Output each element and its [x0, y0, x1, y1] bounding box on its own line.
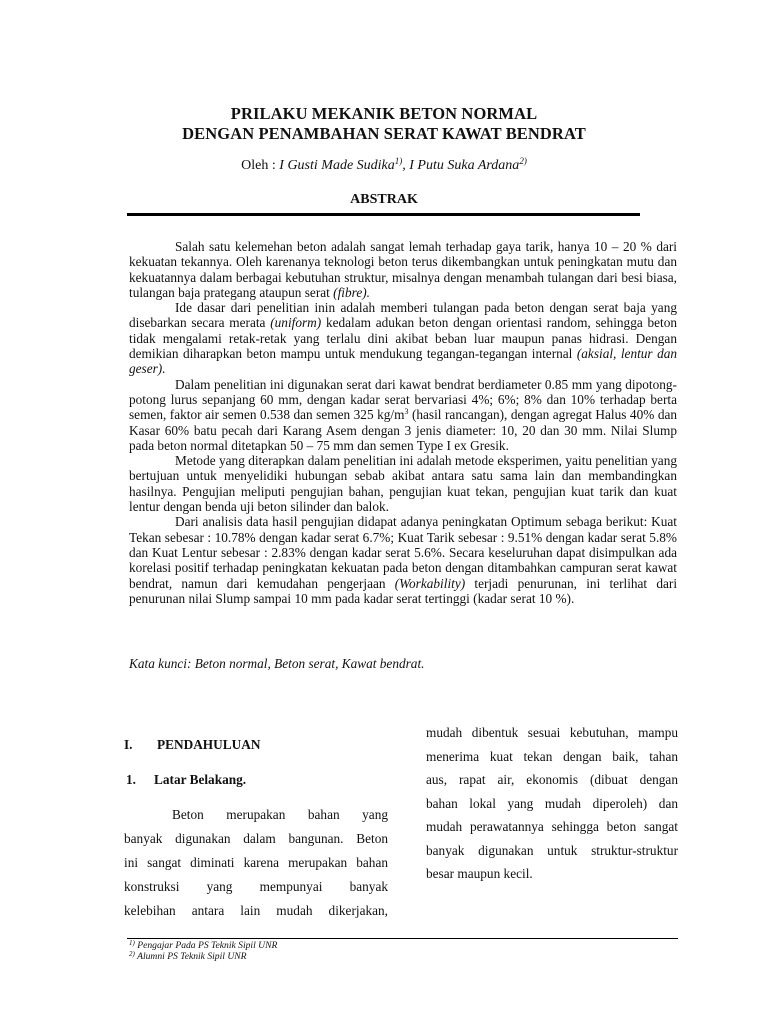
- text-line: menerima kuat tekan dengan baik, tahan: [426, 748, 678, 764]
- author-line: [0, 158, 768, 174]
- abstract-p3-text-b: (hasil rancangan), dengan agregat Halus 40% dan Kasar 60% batu pecah dari Karang Asem dengan 3 jenis diameter: 10, 20 dan 30 mm. Nilai Slump pada beton normal ditetapkan 50 – 75 mm dan semen Type I ex Gresik.: [129, 407, 678, 453]
- text-line: mudah dibentuk sesuai kebutuhan, mampu: [426, 725, 678, 740]
- text-line: banyak digunakan dalam bangunan. Beton: [124, 831, 388, 846]
- author-2-name: I Putu Suka Ardana: [409, 158, 520, 173]
- paper-title-line-2: DENGAN PENAMBAHAN SERAT KAWAT BENDRAT: [182, 124, 586, 143]
- abstract-p1-text: Salah satu kelemehan beton adalah sangat lemah terhadap gaya tarik, hanya 10 – 20 % dari kekuatan tekannya. Oleh karenanya teknologi beton terus dikembangkan untuk peningkatan mutu dan kekuatannya dalam berbagai kebutuhan struktur, misalnya dengan menambah tulangan dari besi biasa, tulangan baja prategang ataupun serat: [129, 239, 677, 300]
- abstract-p2-italic-a: (uniform): [270, 315, 322, 331]
- footnote-rule: [127, 938, 678, 939]
- abstract-p2-italic-b: (aksial, lentur dan geser).: [129, 346, 678, 377]
- footnote-2-mark: 2): [129, 950, 135, 958]
- abstract-p5-text-a: Dari analisis data hasil pengujian didapat adanya peningkatan Optimum sebaga berikut: Kuat Tekan sebesar : 10.78% dengan kadar serat 6.7%; Kuat Tarik sebesar : 9.51% dengan kadar serat 5.8% dan Kuat Lentur sebesar : 2.83% dengan kadar serat 5.6%. Secara keseluruhan dapat disimpulkan ada korelasi positif terhadap peningkatan kekuatan pada beton dengan ditambahkan campuran serat kawat bendrat, namun dari kemudahan pengerjaan: [129, 514, 677, 591]
- subsection-heading: [124, 768, 388, 792]
- abstract-p2-text-b: kedalam adukan beton dengan orientasi random, sehingga beton tidak mengalami retak-retak yang terlalu dini akibat beban luar maupun panas hidrasi. Dengan demikian diharapkan beton mampu untuk mendukung tegangan-tegangan internal: [129, 315, 678, 362]
- footnote-2-text: Alumni PS Teknik Sipil UNR: [137, 951, 247, 962]
- text-line: banyak digunakan untuk struktur-struktur: [426, 842, 678, 858]
- abstract-paragraph-3: [129, 377, 677, 453]
- text-line: ini sangat diminati karena merupakan bahan: [124, 855, 388, 870]
- text-line: mudah perawatannya sehingga beton sangat: [426, 819, 678, 834]
- column-right: [426, 721, 678, 886]
- abstract-paragraph-4: [129, 453, 677, 514]
- footnote-1: [129, 940, 677, 951]
- footnotes: [129, 940, 677, 962]
- text-line: bahan lokal yang mudah diperoleh) dan: [426, 795, 678, 811]
- text-line: konstruksi yang mempunyai banyak: [124, 879, 388, 894]
- author-1-name: I Gusti Made Sudika: [279, 158, 395, 173]
- subsection-title: Latar Belakang.: [154, 772, 247, 787]
- keywords: Kata kunci: Beton normal, Beton serat, Kawat bendrat.: [129, 656, 425, 671]
- footnote-1-mark: 1): [129, 939, 135, 947]
- text-line: kelebihan antara lain mudah dikerjakan,: [124, 903, 388, 918]
- section-heading: [124, 733, 388, 757]
- abstract-paragraph-2: [129, 300, 677, 376]
- footnote-1-text: Pengajar Pada PS Teknik Sipil UNR: [137, 940, 278, 951]
- abstract-p5-text-b: terjadi penurunan, ini terlihat dari penurunan nilai Slump sampai 10 mm pada kadar serat tertinggi (kadar serat 10 %).: [129, 575, 678, 606]
- authors-prefix: Oleh :: [241, 158, 276, 173]
- text-line-last: besar maupun kecil.: [426, 866, 533, 881]
- column-left: [124, 733, 388, 923]
- abstract-body: [129, 239, 677, 606]
- author-separator: ,: [402, 158, 406, 173]
- footnote-2: [129, 951, 677, 962]
- subsection-number: 1.: [126, 772, 136, 787]
- heading-rule: [127, 213, 640, 216]
- text-line: aus, rapat air, ekonomis (dibuat dengan: [426, 772, 678, 787]
- section-number: I.: [124, 737, 133, 752]
- paper-title-line-1: PRILAKU MEKANIK BETON NORMAL: [230, 104, 538, 123]
- abstract-p2-text-a: Ide dasar dari penelitian inin adalah memberi tulangan pada beton dengan serat baja yang disebarkan secara merata: [129, 300, 677, 331]
- abstract-paragraph-5: [129, 514, 677, 606]
- section-title: PENDAHULUAN: [157, 737, 261, 752]
- abstract-p4-text: Metode yang diterapkan dalam penelitian ini adalah metode eksperimen, yaitu penelitian yang bertujuan untuk menyelidiki hubungan sebab akibat antara satu sama lain dan membandingkan hasilnya. Pengujian meliputi pengujian bahan, pengujian kuat tekan, pengujian kuat tarik dan kuat lentur dengan benda uji beton silinder dan balok.: [129, 453, 677, 515]
- abstract-p1-italic: (fibre).: [333, 284, 370, 300]
- text-line: Beton merupakan bahan yang: [172, 807, 388, 822]
- abstract-p5-italic: (Workability): [394, 575, 466, 591]
- author-2-footnote-mark: 2): [519, 156, 527, 166]
- abstract-heading: ABSTRAK: [350, 192, 418, 207]
- abstract-paragraph-1: [129, 239, 677, 300]
- abstract-p3-superscript: 3: [404, 407, 409, 417]
- abstract-p3-text-a: Dalam penelitian ini digunakan serat dari kawat bendrat berdiameter 0.85 mm yang dipotong-potong lurus sepanjang 60 mm, dengan kadar serat bervariasi 4%; 6%; 8% dan 10% terhadap berta semen, faktor air semen 0.538 dan semen 325 kg/m: [129, 376, 677, 423]
- left-column-text: [124, 803, 388, 923]
- author-1-footnote-mark: 1): [394, 156, 403, 166]
